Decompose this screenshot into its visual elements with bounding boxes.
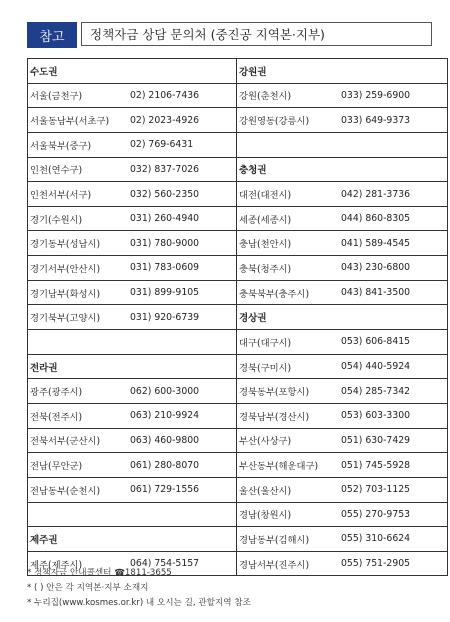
office-phone: 061) 729-1556 xyxy=(128,477,237,502)
office-name: 전남(무안군) xyxy=(28,453,129,478)
office-name: 충북(청주시) xyxy=(237,256,340,281)
office-name: 부산동부(해운대구) xyxy=(237,453,340,478)
office-name: 인천(연수구) xyxy=(28,157,129,182)
office-name: 경기남부(화성시) xyxy=(28,280,129,305)
table-row xyxy=(28,108,448,133)
office-name: 충북북부(충주시) xyxy=(237,280,340,305)
office-name: 서울동남부(서초구) xyxy=(28,108,129,133)
office-name: 인천서부(서구) xyxy=(28,182,129,207)
office-phone: 055) 310-6624 xyxy=(339,527,448,552)
office-phone: 044) 860-8305 xyxy=(339,206,448,231)
office-name: 광주(광주시) xyxy=(28,379,129,404)
office-phone: 062) 600-3000 xyxy=(128,379,237,404)
office-name: 제주(제주시) xyxy=(28,551,129,576)
office-name: 세종(세종시) xyxy=(237,206,340,231)
empty-cell xyxy=(128,502,237,527)
empty-cell xyxy=(128,354,237,379)
region-heading: 강원권 xyxy=(237,59,340,84)
office-phone: 051) 745-5928 xyxy=(339,453,448,478)
office-phone: 043) 230-6800 xyxy=(339,256,448,281)
office-phone: 053) 606-8415 xyxy=(339,330,448,355)
empty-cell xyxy=(128,59,237,84)
table-row xyxy=(28,157,448,182)
table-row xyxy=(28,280,448,305)
empty-cell xyxy=(28,502,129,527)
office-phone: 054) 440-5924 xyxy=(339,354,448,379)
office-name: 경남동부(김해시) xyxy=(237,527,340,552)
office-phone: 031) 920-6739 xyxy=(128,305,237,330)
office-phone: 031) 260-4940 xyxy=(128,206,237,231)
office-name: 강원영동(강릉시) xyxy=(237,108,340,133)
region-heading: 전라권 xyxy=(28,354,129,379)
empty-cell xyxy=(128,527,237,552)
office-name: 경남(창원시) xyxy=(237,502,340,527)
empty-cell xyxy=(28,330,129,355)
table-row xyxy=(28,453,448,478)
office-phone: 054) 285-7342 xyxy=(339,379,448,404)
office-name: 경북동부(포항시) xyxy=(237,379,340,404)
region-heading: 제주권 xyxy=(28,527,129,552)
empty-cell xyxy=(339,305,448,330)
empty-cell xyxy=(339,157,448,182)
table-row xyxy=(28,206,448,231)
table-row xyxy=(28,354,448,379)
office-phone: 052) 703-1125 xyxy=(339,477,448,502)
office-phone: 02) 2023-4926 xyxy=(128,108,237,133)
office-phone: 02) 2106-7436 xyxy=(128,83,237,108)
office-name: 충남(천안시) xyxy=(237,231,340,256)
office-phone: 033) 259-6900 xyxy=(339,83,448,108)
office-phone: 053) 603-3300 xyxy=(339,403,448,428)
office-name: 경기(수원시) xyxy=(28,206,129,231)
table-row xyxy=(28,83,448,108)
office-name: 전북서부(군산시) xyxy=(28,428,129,453)
table-row xyxy=(28,256,448,281)
table-row xyxy=(28,428,448,453)
table-row xyxy=(28,59,448,84)
table-row xyxy=(28,182,448,207)
office-phone: 02) 769-6431 xyxy=(128,132,237,157)
table-row xyxy=(28,330,448,355)
office-name: 전남동부(순천시) xyxy=(28,477,129,502)
office-name: 대전(대전시) xyxy=(237,182,340,207)
header xyxy=(27,22,432,48)
footnotes xyxy=(27,566,437,611)
office-phone: 055) 270-9753 xyxy=(339,502,448,527)
page-title: 정책자금 상담 문의처 (중진공 지역본·지부) xyxy=(81,22,432,46)
office-phone: 033) 649-9373 xyxy=(339,108,448,133)
office-name: 대구(대구시) xyxy=(237,330,340,355)
office-name: 경북(구미시) xyxy=(237,354,340,379)
office-phone: 064) 754-5157 xyxy=(128,551,237,576)
contact-directory-table xyxy=(27,58,448,576)
office-phone: 061) 280-8070 xyxy=(128,453,237,478)
office-name: 서울(금천구) xyxy=(28,83,129,108)
office-name: 강원(춘천시) xyxy=(237,83,340,108)
office-phone: 031) 899-9105 xyxy=(128,280,237,305)
table-row xyxy=(28,477,448,502)
office-phone: 031) 780-9000 xyxy=(128,231,237,256)
office-name: 경기동부(성남시) xyxy=(28,231,129,256)
empty-cell xyxy=(339,132,448,157)
office-phone: 032) 560-2350 xyxy=(128,182,237,207)
office-name: 전북(전주시) xyxy=(28,403,129,428)
footnote-location: * ( ) 안은 각 지역본·지부 소재지 xyxy=(27,583,149,593)
office-name: 울산(울산시) xyxy=(237,477,340,502)
footnote-website: * 누리집(www.kosmes.or.kr) 내 오시는 길, 관할지역 참조 xyxy=(27,598,251,608)
office-phone: 063) 210-9924 xyxy=(128,403,237,428)
office-phone: 063) 460-9800 xyxy=(128,428,237,453)
office-name: 경남서부(진주시) xyxy=(237,551,340,576)
region-heading: 수도권 xyxy=(28,59,129,84)
office-phone: 055) 751-2905 xyxy=(339,551,448,576)
office-name: 서울북부(중구) xyxy=(28,132,129,157)
footnote-callcenter: * 정책자금 안내콜센터 ☎1811-3655 xyxy=(27,568,172,578)
table-row xyxy=(28,305,448,330)
table-row xyxy=(28,502,448,527)
reference-tag: 참고 xyxy=(27,22,77,48)
empty-cell xyxy=(237,132,340,157)
table-row xyxy=(28,403,448,428)
table-row xyxy=(28,132,448,157)
region-heading: 충청권 xyxy=(237,157,340,182)
office-name: 부산(사상구) xyxy=(237,428,340,453)
office-phone: 032) 837-7026 xyxy=(128,157,237,182)
office-phone: 031) 783-0609 xyxy=(128,256,237,281)
table-row xyxy=(28,379,448,404)
office-phone: 043) 841-3500 xyxy=(339,280,448,305)
region-heading: 경상권 xyxy=(237,305,340,330)
empty-cell xyxy=(339,59,448,84)
table-row xyxy=(28,527,448,552)
office-phone: 041) 589-4545 xyxy=(339,231,448,256)
office-phone: 051) 630-7429 xyxy=(339,428,448,453)
office-name: 경기서부(안산시) xyxy=(28,256,129,281)
office-phone: 042) 281-3736 xyxy=(339,182,448,207)
table-row xyxy=(28,231,448,256)
office-name: 경북남부(경산시) xyxy=(237,403,340,428)
office-name: 경기북부(고양시) xyxy=(28,305,129,330)
empty-cell xyxy=(128,330,237,355)
